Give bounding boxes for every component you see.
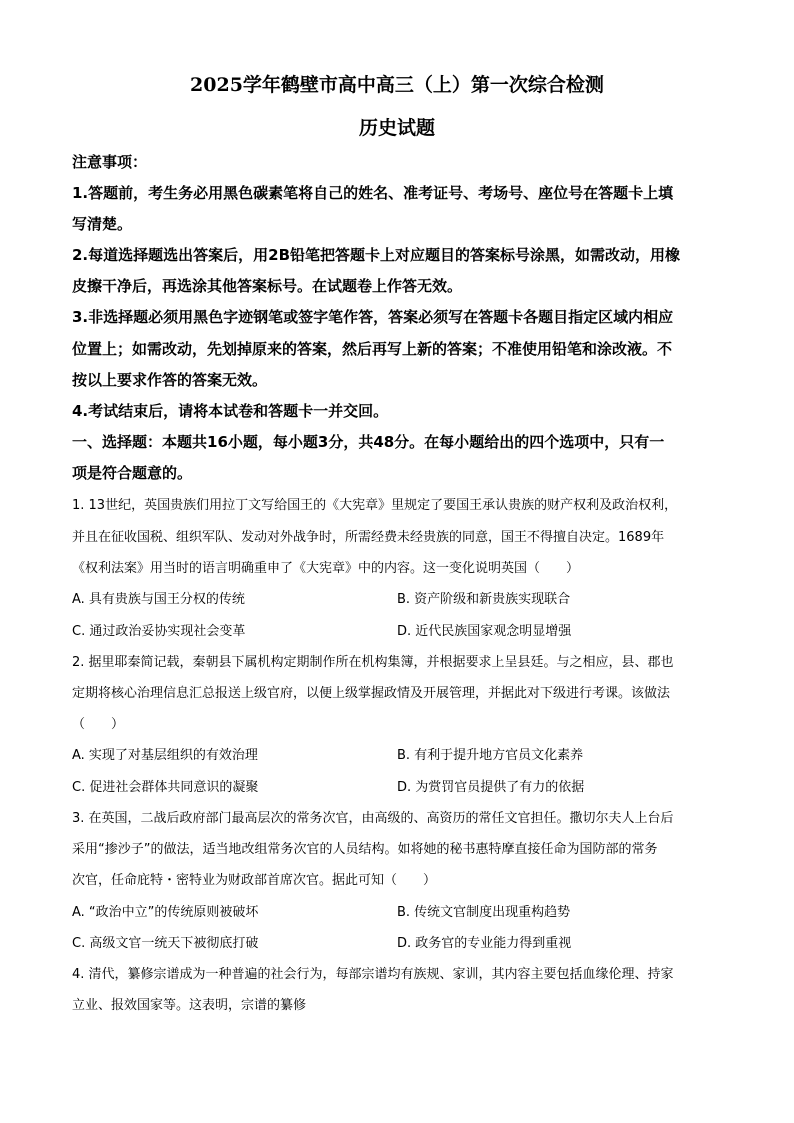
question-3-text: 次官，任命庇特・密特业为财政部首席次官。据此可知（ ） [72, 873, 437, 888]
question-1-text: 《权利法案》用当时的语言明确重申了《大宪章》中的内容。这一变化说明英国（ ） [72, 561, 580, 576]
question-2-option-b: B. 有利于提升地方官员文化素养 [397, 748, 584, 763]
question-2-text: 2. 据里耶秦简记载，秦朝县下属机构定期制作所在机构集簿，并根据要求上呈县廷。与之相应，县、郡也 [72, 655, 674, 670]
exam-title: 2025学年鹤壁市高中高三（上）第一次综合检测 [190, 74, 604, 96]
question-1-option-c: C. 通过政治妥协实现社会变革 [72, 624, 246, 639]
question-2-option-c: C. 促进社会群体共同意识的凝聚 [72, 780, 259, 795]
question-1-option-a: A. 具有贵族与国王分权的传统 [72, 592, 245, 607]
notice-heading: 注意事项： [72, 153, 148, 171]
question-2-option-a: A. 实现了对基层组织的有效治理 [72, 748, 258, 763]
question-1-option-d: D. 近代民族国家观念明显增强 [397, 624, 572, 639]
notice-line: 2.每道选择题选出答案后，用2B铅笔把答题卡上对应题目的答案标号涂黑，如需改动，用橡 [72, 246, 681, 264]
question-3-option-d: D. 政务官的专业能力得到重视 [397, 936, 572, 951]
question-4-text: 立业、报效国家等。这表明，宗谱的纂修 [72, 998, 307, 1013]
question-1-text: 1. 13世纪，英国贵族们用拉丁文写给国王的《大宪章》里规定了要国王承认贵族的财产权利及政治权利， [72, 498, 678, 513]
question-3-text: 采用“掺沙子”的做法，适当地改组常务次官的人员结构。如将她的秘书惠特摩直接任命为国防部的常务 [72, 842, 658, 857]
question-3-option-a: A. “政治中立”的传统原则被破坏 [72, 905, 259, 920]
question-3-option-c: C. 高级文官一统天下被彻底打破 [72, 936, 259, 951]
notice-line: 位置上；如需改动，先划掉原来的答案，然后再写上新的答案；不准使用铅笔和涂改液。不 [72, 340, 673, 358]
question-1-text: 并且在征收国税、组织军队、发动对外战争时，所需经费未经贵族的同意，国王不得擅自决定。1689年 [72, 530, 665, 545]
notice-line: 1.答题前，考生务必用黑色碳素笔将自己的姓名、准考证号、考场号、座位号在答题卡上填 [72, 184, 674, 202]
section-heading: 项是符合题意的。 [72, 464, 193, 482]
notice-line: 皮擦干净后，再选涂其他答案标号。在试题卷上作答无效。 [72, 277, 463, 295]
question-1-option-b: B. 资产阶级和新贵族实现联合 [397, 592, 571, 607]
exam-subject-title: 历史试题 [358, 117, 435, 139]
notice-line: 写清楚。 [72, 215, 133, 233]
question-2-option-d: D. 为赏罚官员提供了有力的依据 [397, 780, 585, 795]
notice-line: 4.考试结束后，请将本试卷和答题卡一并交回。 [72, 402, 389, 420]
question-2-text: （ ） [72, 717, 125, 732]
question-3-option-b: B. 传统文官制度出现重构趋势 [397, 905, 571, 920]
section-heading: 一、选择题：本题共16小题，每小题3分，共48分。在每小题给出的四个选项中，只有一 [72, 433, 665, 451]
question-4-text: 4. 清代，纂修宗谱成为一种普遍的社会行为，每部宗谱均有族规、家训，其内容主要包括血缘伦理、持家 [72, 967, 674, 982]
question-3-text: 3. 在英国，二战后政府部门最高层次的常务次官，由高级的、高资历的常任文官担任。撒切尔夫人上台后 [72, 811, 674, 826]
question-2-text: 定期将核心治理信息汇总报送上级官府，以便上级掌握政情及开展管理，并据此对下级进行考课。该做法 [72, 686, 671, 701]
notice-line: 按以上要求作答的答案无效。 [72, 371, 268, 389]
notice-line: 3.非选择题必须用黑色字迹钢笔或签字笔作答，答案必须写在答题卡各题目指定区域内相应 [72, 308, 674, 326]
